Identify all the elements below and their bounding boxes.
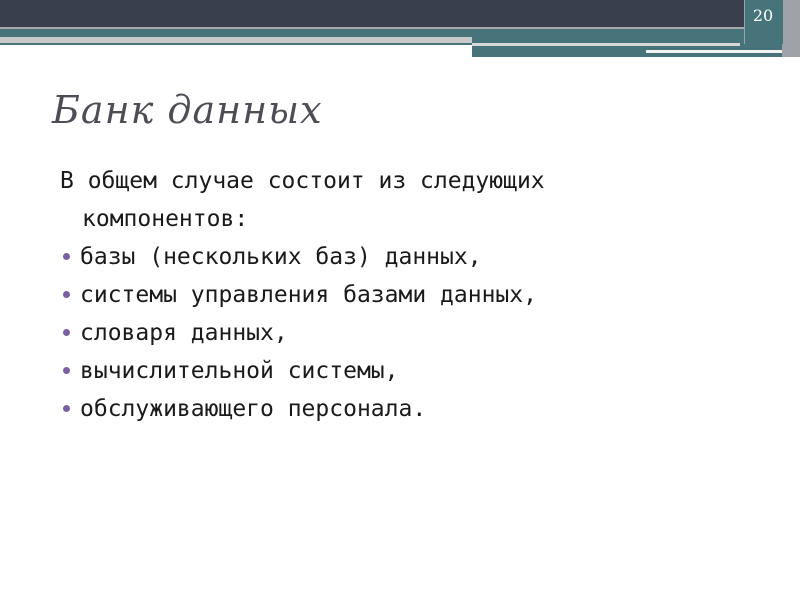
header-line-white	[646, 50, 782, 53]
slide-body	[60, 162, 760, 428]
page-number: 20	[752, 6, 774, 25]
list-item-text: вычислительной системы,	[80, 358, 399, 384]
list-item-text: словаря данных,	[80, 320, 288, 346]
list-item-text: обслуживающего персонала.	[80, 396, 427, 422]
bullet-icon	[63, 329, 70, 336]
list-item-text: базы (нескольких баз) данных,	[80, 244, 482, 270]
intro-line-1: В общем случае состоит из следующих	[60, 168, 545, 194]
slide-title: Банк данных	[52, 88, 323, 132]
bullet-list	[60, 238, 760, 428]
bullet-icon	[63, 405, 70, 412]
bullet-icon	[63, 367, 70, 374]
header-band-dark	[0, 0, 800, 27]
list-item	[60, 314, 760, 352]
list-item-text: системы управления базами данных,	[80, 282, 537, 308]
list-item	[60, 352, 760, 390]
bullet-icon	[63, 253, 70, 260]
header-right-edge	[782, 0, 800, 57]
bullet-icon	[63, 291, 70, 298]
intro-line-2: компонентов:	[82, 206, 249, 232]
list-item	[60, 390, 760, 428]
header-band-grey-mid	[0, 37, 472, 43]
header-line-light	[472, 43, 740, 46]
list-item	[60, 238, 760, 276]
list-item	[60, 276, 760, 314]
intro-text	[60, 162, 760, 238]
